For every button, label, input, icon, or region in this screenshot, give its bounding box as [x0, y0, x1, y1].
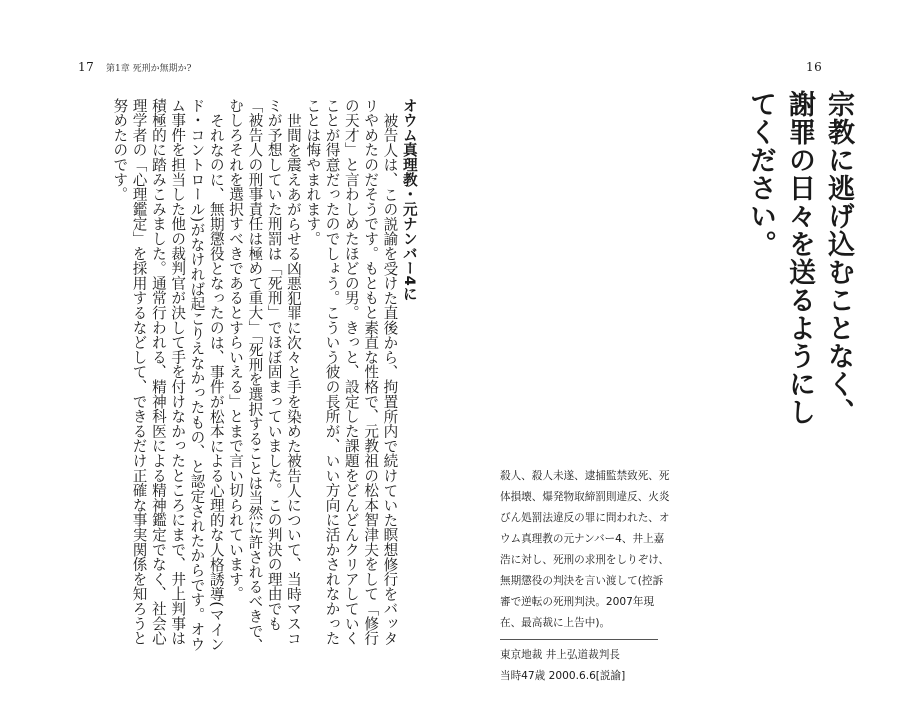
court-judge: 東京地裁 井上弘道裁判長 — [500, 649, 620, 661]
chapter-title: 第1章 死刑か無期か? — [106, 64, 192, 74]
page-number-left: 17 — [78, 60, 95, 74]
ruling-date: 当時47歳 2000.6.6[説諭] — [500, 670, 626, 682]
case-summary-box — [500, 466, 670, 687]
article-body — [110, 98, 419, 658]
case-divider — [500, 639, 658, 640]
page-number-right: 16 — [806, 60, 823, 74]
article-paragraph: 世間を震えあがらせる凶悪犯罪に次々と手を染めた被告人について、当時マスコミが予想していた刑罰は「死刑」でほぼ固まっていました。この判決の理由でも「被告人の刑事責任は極めて重大」「死刑を選択することは当然に許されるべきで、むしろそれを選択すべきであるとすらいえる」とまで言い切られています。 — [227, 98, 302, 654]
article-paragraph: それなのに、無期懲役となったのは、事件が松本による心理的な人格誘導(マインド・コントロール)がなければ起こりえなかったもの、と認定されたからです。オウム事件を担当した他の裁判官が決して手を付けなかったところにまで、井上判事は積極的に踏みこみました。通常行われる、精神科医による精神鑑定でなく、社会心理学者の「心理鑑定」を採用するなどして、できるだけ正確な事実関係を知ろうと努めたのです。 — [111, 98, 225, 652]
case-summary: 殺人、殺人未遂、逮捕監禁致死、死体損壊、爆発物取締罰則違反、火炎びん処罰法違反の罪に問われた、オウム真理教の元ナンバー4、井上嘉浩に対し、死刑の求刑をしりぞけ、無期懲役の判決を言い渡して(控訴審で逆転の死刑判決。2007年現在、最高裁に上告中)。 — [500, 470, 670, 629]
headline-quote: 宗教に逃げ込むことなく、謝罪の日々を送るようにしてください。 — [745, 90, 854, 426]
article-paragraph: 被告人は、この説諭を受けた直後から、拘置所内で続けていた瞑想修行をバッタリやめたのだそうです。もともと素直な性格で、元教祖の松本智津夫をして「修行の天才」と言わしめたほどの男。きっと、設定した課題をどんどんクリアしていくことが得意だったのでしょう。こういう彼の長所が、いい方向に活かされなかったことは悔やまれます。 — [304, 98, 399, 646]
article-subhead: オウム真理教・元ナンバー4に — [400, 98, 418, 301]
